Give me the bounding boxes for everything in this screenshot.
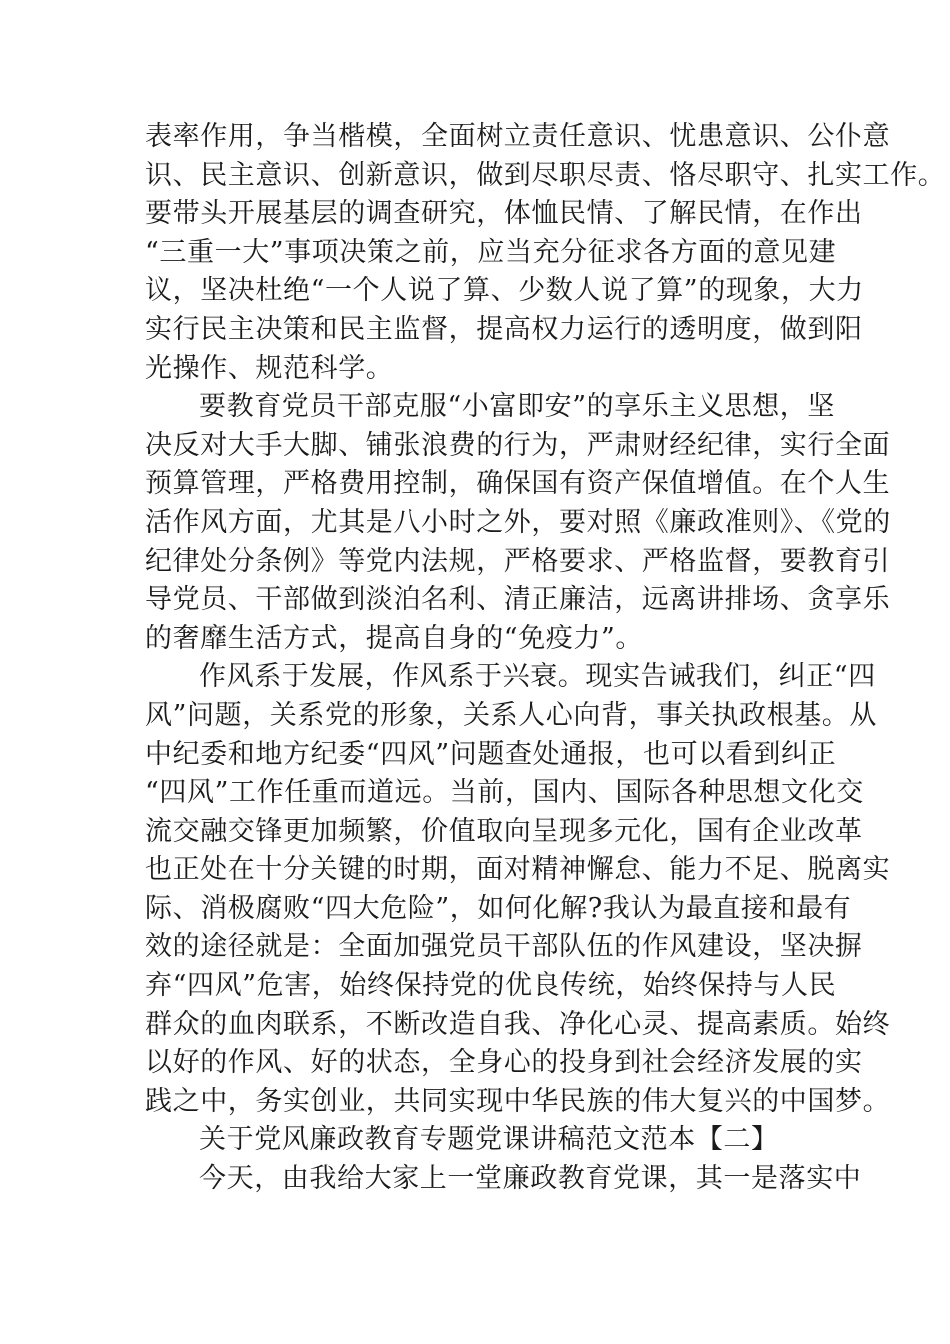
text-line: 纪律处分条例》等党内法规，严格要求、严格监督，要教育引 — [145, 545, 891, 577]
text-line: 也正处在十分关键的时期，面对精神懈怠、能力不足、脱离实 — [145, 854, 891, 886]
text-line: 风”问题，关系党的形象，关系人心向背，事关执政根基。从 — [145, 699, 878, 731]
text-line: “三重一大”事项决策之前，应当充分征求各方面的意见建 — [145, 236, 837, 268]
text-line: 群众的血肉联系，不断改造自我、净化心灵、提高素质。始终 — [145, 1008, 891, 1040]
document-body — [145, 118, 946, 1199]
text-line: 际、消极腐败“四大危险”，如何化解?我认为最直接和最有 — [145, 892, 852, 924]
text-line: 效的途径就是：全面加强党员干部队伍的作风建设，坚决摒 — [145, 931, 863, 963]
text-line: 弃“四风”危害，始终保持党的优良传统，始终保持与人民 — [145, 970, 837, 1002]
text-line: 表率作用，争当楷模，全面树立责任意识、忧患意识、公仆意 — [145, 121, 891, 152]
text-line: 要带头开展基层的调查研究，体恤民情、了解民情，在作出 — [145, 198, 863, 230]
text-line: 光操作、规范科学。 — [145, 352, 394, 384]
text-line: 预算管理，严格费用控制，确保国有资产保值增值。在个人生 — [145, 468, 891, 500]
text-line: 活作风方面，尤其是八小时之外，要对照《廉政准则》、《党的 — [145, 506, 891, 538]
text-line: 导党员、干部做到淡泊名利、清正廉洁，远离讲排场、贪享乐 — [145, 584, 891, 616]
text-line: 识、民主意识、创新意识，做到尽职尽责、恪尽职守、扎实工作。 — [145, 159, 946, 191]
text-line: 中纪委和地方纪委“四风”问题查处通报，也可以看到纠正 — [145, 738, 837, 770]
text-line: 要教育党员干部克服“小富即安”的享乐主义思想，坚 — [199, 391, 836, 423]
text-line: 的奢靡生活方式，提高自身的“免疫力”。 — [145, 622, 644, 654]
text-line: 作风系于发展，作风系于兴衰。现实告诫我们，纠正“四 — [199, 661, 876, 693]
text-line: 今天，由我给大家上一堂廉政教育党课，其一是落实中 — [199, 1163, 862, 1195]
text-line: 践之中，务实创业，共同实现中华民族的伟大复兴的中国梦。 — [145, 1085, 891, 1117]
text-line: 流交融交锋更加频繁，价值取向呈现多元化，国有企业改革 — [145, 815, 863, 847]
text-line: 决反对大手大脚、铺张浪费的行为，严肃财经纪律，实行全面 — [145, 429, 891, 461]
text-line: “四风”工作任重而道远。当前，国内、国际各种思想文化交 — [145, 777, 864, 809]
text-line: 议，坚决杜绝“一个人说了算、少数人说了算”的现象，大力 — [145, 275, 864, 307]
text-line: 关于党风廉政教育专题党课讲稿范文范本【二】 — [199, 1124, 779, 1156]
text-line: 实行民主决策和民主监督，提高权力运行的透明度，做到阳 — [145, 313, 863, 345]
text-line: 以好的作风、好的状态，全身心的投身到社会经济发展的实 — [145, 1047, 863, 1079]
